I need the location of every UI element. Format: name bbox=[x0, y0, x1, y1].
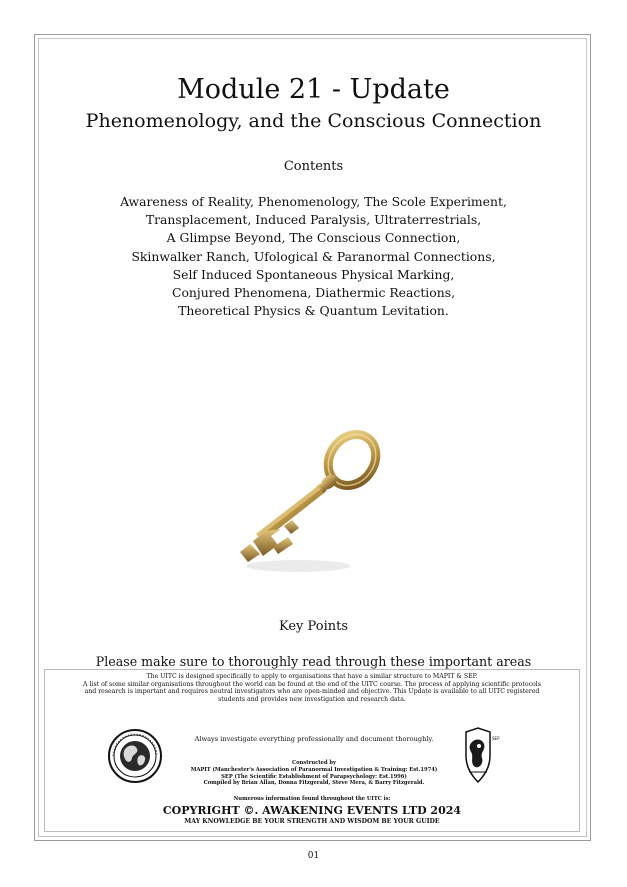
footer-motto: MAY KNOWLEDGE BE YOUR STRENGTH AND WISDOM BE YOUR GUIDE bbox=[184, 818, 440, 825]
credits-line: MAPIT (Manchester's Association of Paranormal Investigation & Training: Est.1974) bbox=[190, 766, 438, 773]
credits-line: SEP (The Scientific Establishment of Parapsychology: Est.1996) bbox=[221, 773, 407, 780]
key-points-heading: Key Points bbox=[278, 619, 348, 634]
credits-line: Constructed by bbox=[291, 760, 337, 766]
contents-line: Self Induced Spontaneous Physical Marking, bbox=[172, 266, 455, 282]
key-points-instruction: Please make sure to thoroughly read through these important areas bbox=[95, 654, 532, 669]
contents-list bbox=[0, 193, 627, 320]
footer-paragraph-line: A list of some similar organisations throughout the world can be found at the end of the UITC course. The process of applying scientific protocols bbox=[83, 680, 541, 688]
contents-line: Conjured Phenomena, Diathermic Reactions, bbox=[171, 285, 456, 301]
footer-paragraph-line: and research is important and requires neutral investigators who are open-minded and objective. This Update is available to all UITC registered bbox=[84, 688, 540, 696]
sep-emblem-logo-icon bbox=[458, 726, 498, 786]
contents-line: Theoretical Physics & Quantum Levitation. bbox=[178, 303, 449, 319]
page-title: Module 21 - Update bbox=[177, 74, 450, 105]
credits-line: Compiled by Brian Allan, Donna Fitzgerald, Steve Mera, & Barry Fitzgerald. bbox=[203, 780, 425, 787]
page-number: 01 bbox=[307, 851, 320, 861]
contents-line: Transplacement, Induced Paralysis, Ultraterrestrials, bbox=[145, 212, 482, 228]
contents-line: A Glimpse Beyond, The Conscious Connection, bbox=[166, 230, 461, 246]
contents-heading: Contents bbox=[283, 159, 344, 174]
footer-paragraph-line: students and provides new investigation and research data. bbox=[218, 695, 406, 703]
page-subtitle: Phenomenology, and the Conscious Connection bbox=[85, 110, 542, 132]
footer-paragraph bbox=[44, 673, 580, 703]
footer-copyright: COPYRIGHT ©. AWAKENING EVENTS LTD 2024 bbox=[162, 804, 462, 817]
contents-line: Awareness of Reality, Phenomenology, The Scole Experiment, bbox=[120, 194, 507, 209]
footer-advice: Always investigate everything professionally and document thoroughly. bbox=[194, 735, 434, 743]
key-icon bbox=[226, 428, 386, 584]
contents-line: Skinwalker Ranch, Ufological & Paranormal Connections, bbox=[131, 248, 496, 264]
footer-numerous-note: Numerous information found throughout the UITC is: bbox=[233, 796, 391, 802]
footer-paragraph-line: The UITC is designed specifically to apply to organisations that have a similar structure to MAPIT & SEP. bbox=[146, 673, 478, 680]
footer-credits bbox=[130, 760, 498, 787]
sep-logo-text: SEP bbox=[492, 736, 500, 741]
